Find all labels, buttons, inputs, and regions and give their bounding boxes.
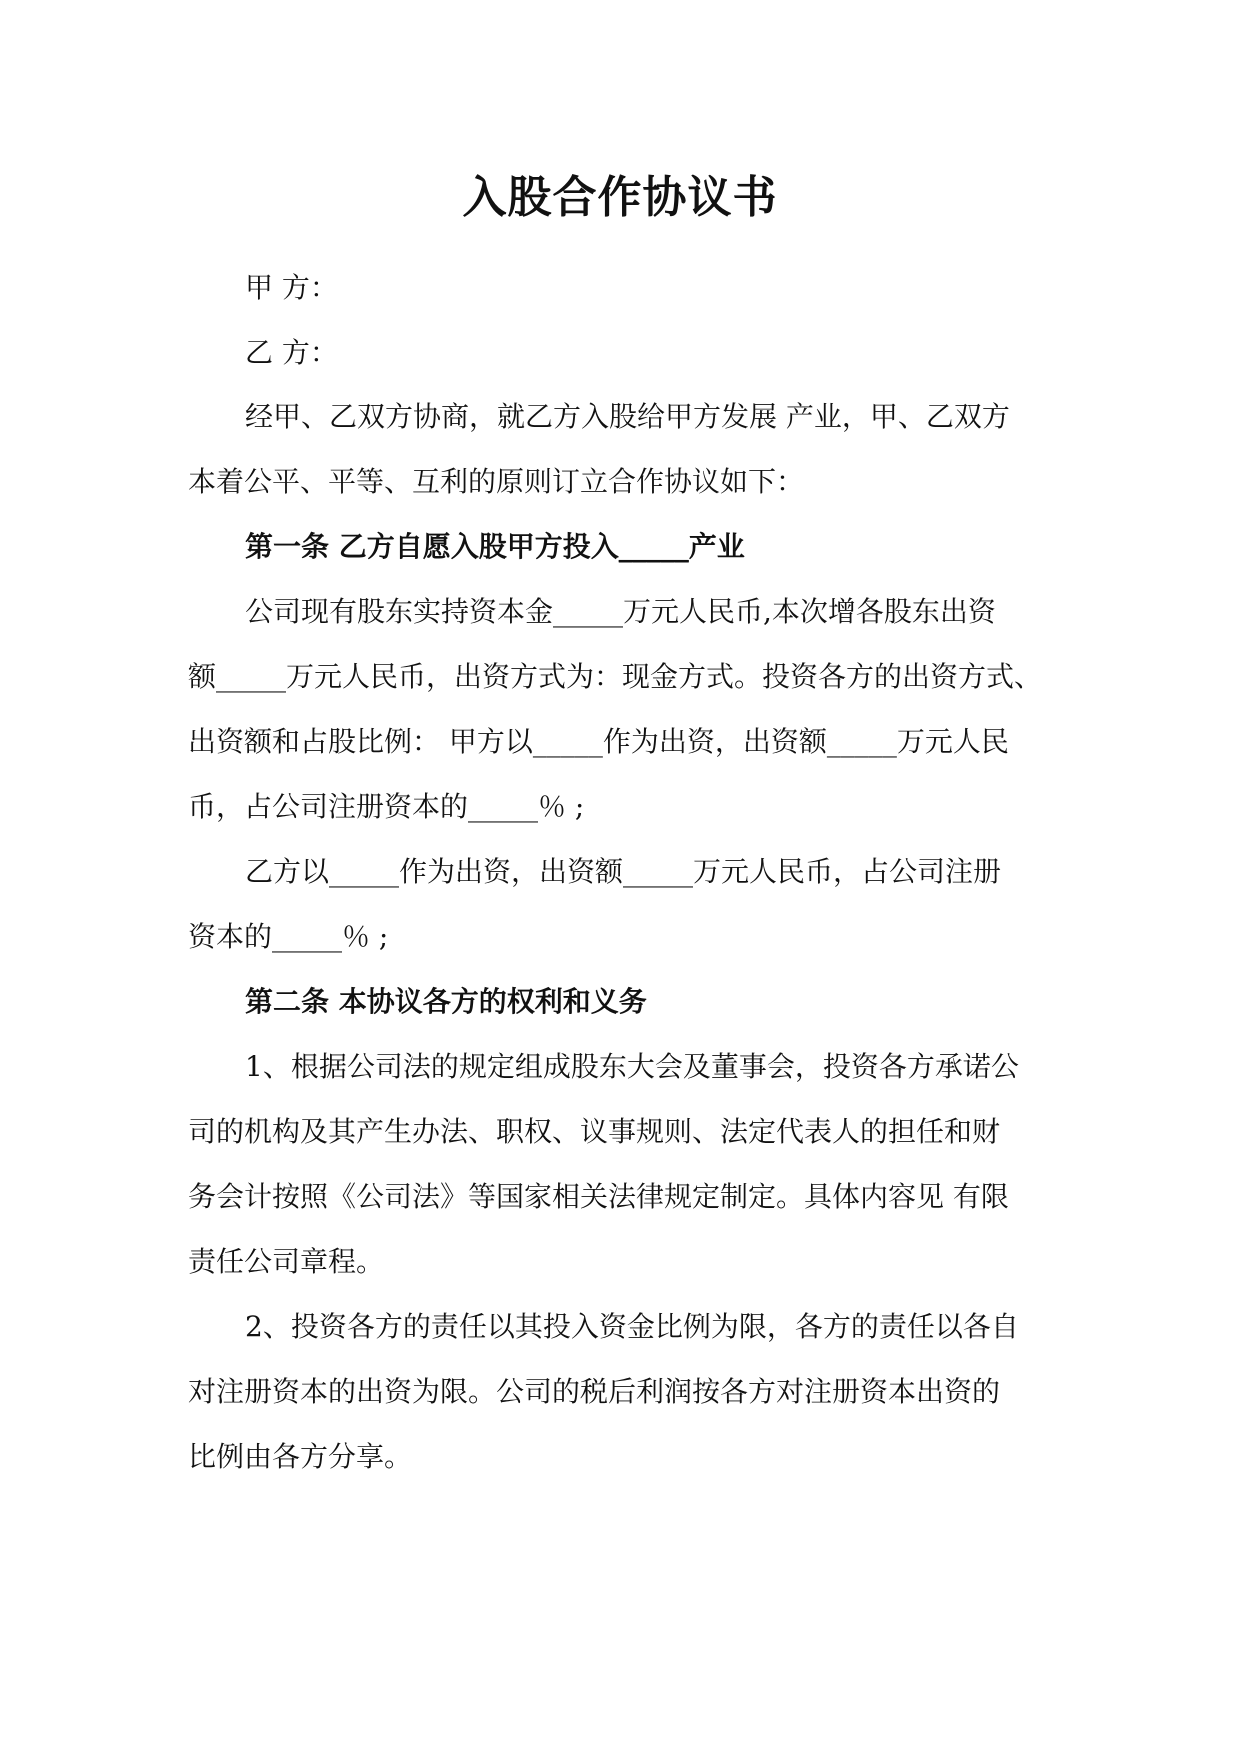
article-2-item-2-line-3: 比例由各方分享。 — [188, 1440, 413, 1473]
article-2-item-1-line-4: 责任公司章程。 — [188, 1245, 385, 1278]
article-2-item-2-line-1: 2、投资各方的责任以其投入资金比例为限，各方的责任以各自 — [245, 1310, 1019, 1343]
article-1-heading — [245, 527, 745, 567]
article-2-heading: 第二条 本协议各方的权利和义务 — [245, 985, 647, 1018]
article-1-para-1-line-4: 币，占公司注册资本的_____％ ; — [188, 790, 585, 823]
article-2-item-2-line-2: 对注册资本的出资为限。公司的税后利润按各方对注册资本出资的 — [188, 1375, 1001, 1408]
article-2-item-1-line-2: 司的机构及其产生办法、职权、议事规则、法定代表人的担任和财 — [188, 1115, 1001, 1148]
article-1-para-2-line-1: 乙方以_____作为出资，出资额_____万元人民币，占公司注册 — [245, 855, 1002, 888]
article-2-item-1-line-1: 1、根据公司法的规定组成股东大会及董事会，投资各方承诺公 — [245, 1050, 1019, 1083]
article-1-heading-blank: _____ — [618, 530, 689, 563]
article-1-para-1-line-2: 额_____万元人民币，出资方式为：现金方式。投资各方的出资方式、 — [188, 660, 1043, 693]
document-title: 入股合作协议书 — [462, 172, 778, 223]
party-b-line: 乙 方： — [245, 336, 338, 369]
article-1-heading-suffix: 产业 — [688, 530, 745, 563]
article-1-para-2-line-2: 资本的_____％ ; — [188, 920, 389, 953]
intro-line-1: 经甲、乙双方协商，就乙方入股给甲方发展 产业，甲、乙双方 — [245, 400, 1010, 433]
party-a-line: 甲 方： — [245, 271, 338, 304]
article-1-para-1-line-3: 出资额和占股比例： 甲方以_____作为出资，出资额_____万元人民 — [188, 725, 1009, 758]
article-1-heading-prefix: 第一条 乙方自愿入股甲方投入 — [245, 530, 619, 563]
article-1-para-1-line-1: 公司现有股东实持资本金_____万元人民币,本次增各股东出资 — [245, 595, 996, 628]
intro-line-2: 本着公平、平等、互利的原则订立合作协议如下： — [188, 465, 805, 498]
article-2-item-1-line-3: 务会计按照《公司法》等国家相关法律规定制定。具体内容见 有限 — [188, 1180, 1009, 1213]
